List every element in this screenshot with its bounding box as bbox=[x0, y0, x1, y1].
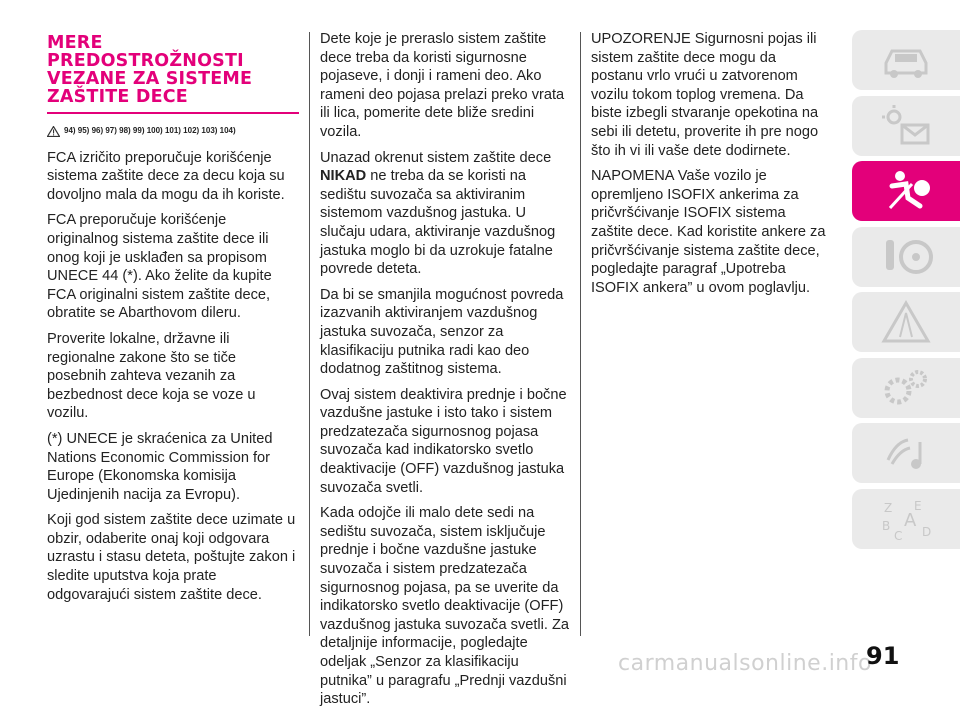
chapter-tabs bbox=[852, 30, 960, 554]
tab-instruments[interactable] bbox=[852, 96, 960, 156]
airbag-seatbelt-icon bbox=[878, 168, 934, 214]
paragraph: Da bi se smanjila mogućnost povreda izazvanih aktiviranjem vazdušnog jastuka suvozača, senzor za klasifikaciju putnika radi kao deo dodatnog zaštitnog sistema. bbox=[320, 286, 564, 378]
svg-text:B: B bbox=[882, 518, 891, 533]
warning-references bbox=[47, 122, 299, 141]
svg-text:Z: Z bbox=[884, 500, 893, 515]
paragraph: Dete koje je preraslo sistem zaštite dece treba da koristi sigurnosne pojaseve, i donji i rameni deo. Ako rameni deo pojasa prelazi preko vrata ili lica, pomerite dete bliže sredini vozila. bbox=[320, 31, 565, 140]
alphabet-index-icon bbox=[878, 496, 934, 542]
paragraph: Ovaj sistem deaktivira prednje i bočne vazdušne jastuke i isto tako i sistem predzatezača sigurnosnog pojasa suvozača kad indikatorsko svetlo deaktivacije (OFF) vazdušnog jastuka suvozača svetli. bbox=[320, 386, 567, 496]
svg-text:E: E bbox=[914, 498, 922, 513]
tab-vehicle[interactable] bbox=[852, 30, 960, 90]
column-divider bbox=[309, 32, 310, 636]
svg-text:A: A bbox=[904, 509, 917, 531]
paragraph: Kada odojče ili malo dete sedi na sedištu suvozača, sistem isključuje prednje i bočne vazdušne jastuke suvozača i sistem predzatezača sigurnosnog pojasa, pa se uverite da indikatorsko svetlo deaktivacije (OFF) vazdušnog jastuka suvozača svetli. Za detaljnije informacije, pogledajte odeljak „Senzor za klasifikaciju putnika” u paragrafu „Prednji vazdušni jastuci”. bbox=[320, 505, 570, 708]
warning-triangle-icon bbox=[47, 126, 60, 137]
multimedia-icon bbox=[878, 430, 934, 476]
svg-text:C: C bbox=[894, 528, 903, 542]
column-1 bbox=[47, 34, 299, 611]
emphasis-never: NIKAD bbox=[320, 168, 367, 185]
warning-refs-text: 94) 95) 96) 97) 98) 99) 100) 101) 102) 103) 104) bbox=[64, 126, 236, 135]
tab-safety[interactable] bbox=[852, 161, 960, 221]
tab-multimedia[interactable] bbox=[852, 423, 960, 483]
paragraph: Koji god sistem zaštite dece uzimate u obzir, odaberite onaj koji odgovara uzrastu i stasu deteta, poštujte zakon i sledite uputstva koja prate odgovarajući sistem zaštite dece. bbox=[47, 512, 296, 603]
warning-paragraph: UPOZORENJE Sigurnosni pojas ili sistem zaštite dece mogu da postanu vrlo vrući u zatvorenom vozilu tokom toplog vremena. Da biste izbegli stvaranje opekotina na sebi ili detetu, proverite ih pre nogo što ih vi ili vaše dete dodirnete. bbox=[591, 31, 819, 159]
paragraph: (*) UNECE je skraćenica za United Nations Economic Commission for Europe (Ekonomska komisija Ujedinjenih nacija za Evropu). bbox=[47, 430, 273, 503]
column-divider bbox=[580, 32, 581, 636]
paragraph bbox=[320, 149, 570, 279]
tab-index[interactable] bbox=[852, 489, 960, 549]
paragraph: Proverite lokalne, državne ili regionalne zakone što se tiče posebnih zahteva vezanih za bezbednost dece koja se voze u vozilu. bbox=[47, 330, 256, 422]
paragraph: FCA preporučuje korišćenje originalnog sistema zaštite dece ili onog koji je usklađen sa propisom UNECE 44 (*). Ako želite da kupite FCA originalni sistem zaštite dece, obratite se Abarthovom dileru. bbox=[47, 212, 272, 322]
tab-maintenance[interactable] bbox=[852, 358, 960, 418]
watermark: carmanualsonline.info bbox=[618, 651, 872, 676]
warning-lights-icon bbox=[878, 103, 934, 149]
key-steering-icon bbox=[878, 234, 934, 280]
tab-emergency[interactable] bbox=[852, 292, 960, 352]
title-underline bbox=[47, 112, 299, 114]
service-gears-icon bbox=[878, 365, 934, 411]
page-number: 91 bbox=[866, 642, 900, 670]
svg-text:D: D bbox=[922, 524, 932, 539]
section-title: MERE PREDOSTROŽNOSTI VEZANE ZA SISTEME ZAŠTITE DECE bbox=[47, 33, 253, 107]
column-2 bbox=[320, 30, 570, 716]
car-icon bbox=[878, 37, 934, 83]
note-paragraph: NAPOMENA Vaše vozilo je opremljeno ISOFIX ankerima za pričvršćivanje ISOFIX sistema zaštite dece. Kad koristite ankere za pričvršćivanje sistema zaštite dece, pogledajte paragraf „Upotreba ISOFIX ankera” u ovom poglavlju. bbox=[591, 168, 826, 296]
paragraph: FCA izričito preporučuje korišćenje sistema zaštite dece za decu koja su dovoljno mala da mogu da ih koriste. bbox=[47, 149, 285, 203]
paragraph-lead: Unazad okrenut sistem zaštite dece bbox=[320, 149, 552, 166]
column-3 bbox=[591, 30, 831, 304]
road-warning-icon bbox=[878, 299, 934, 345]
tab-starting-driving[interactable] bbox=[852, 227, 960, 287]
paragraph-rest: ne treba da se koristi na sedištu suvozača sa aktiviranim sistemom vazdušnog jastuka. U slučaju udara, aktiviranje vazdušnog jastuka moglo bi da uzrokuje fatalne povrede deteta. bbox=[320, 168, 556, 278]
